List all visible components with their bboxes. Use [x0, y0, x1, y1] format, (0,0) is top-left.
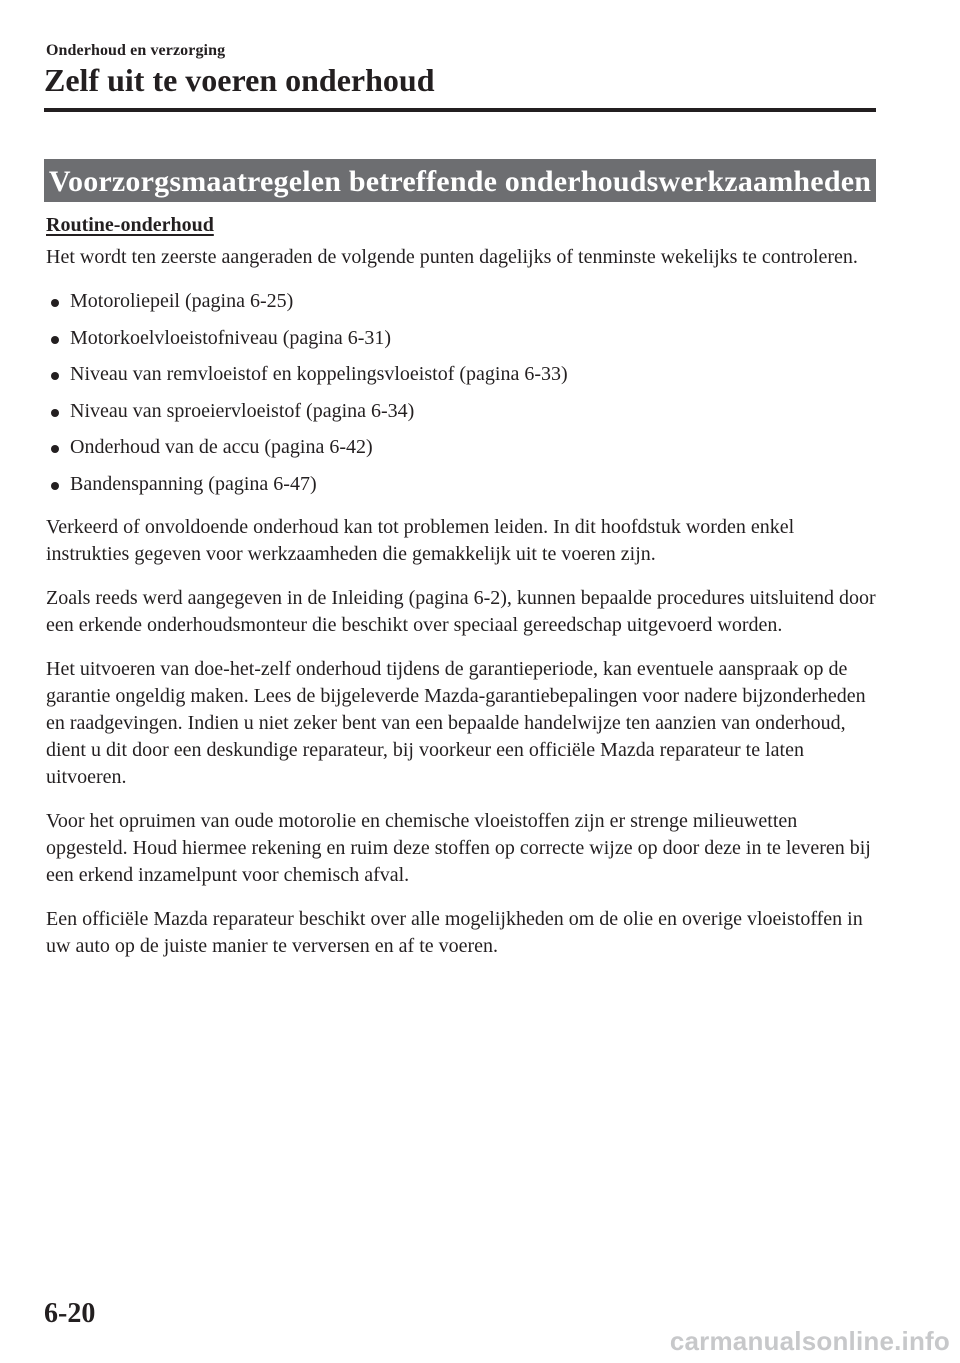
- paragraph-special-tools: Zoals reeds werd aangegeven in de Inleiding (pagina 6-2), kunnen bepaalde procedures uitsluitend door een erkende onderhoudsmonteur die beschikt over speciaal gereedschap uitgevoerd worden.: [46, 586, 876, 636]
- list-item-text: Bandenspanning (pagina 6-47): [70, 472, 317, 495]
- bullet-icon: [51, 299, 59, 307]
- watermark: carmanualsonline.info: [669, 1326, 950, 1356]
- list-item-text: Motorkoelvloeistofniveau (pagina 6-31): [70, 326, 392, 349]
- paragraph-mazda-repairer: Een officiële Mazda reparateur beschikt over alle mogelijkheden om de olie en overige vloeistoffen in uw auto op de juiste manier te verversen en af te voeren.: [46, 907, 863, 957]
- bullet-icon: [51, 445, 59, 453]
- section-band-title: Voorzorgsmaatregelen betreffende onderhoudswerkzaamheden: [44, 159, 876, 202]
- list-item-text: Onderhoud van de accu (pagina 6-42): [70, 436, 373, 459]
- list-item: [46, 288, 876, 315]
- paragraph-warranty: Het uitvoeren van doe-het-zelf onderhoud tijdens de garantieperiode, kan eventuele aanspraak op de garantie ongeldig maken. Lees de bijgeleverde Mazda-garantiebepalingen voor nadere bijzonderheden en raadgevingen. Indien u niet zeker bent van een bepaalde handelwijze ten aanzien van onderhoud, dient u dit door een deskundige reparateur, bij voorkeur een officiële Mazda reparateur te laten uitvoeren.: [46, 657, 866, 788]
- page-title: Zelf uit te voeren onderhoud: [44, 62, 435, 98]
- subheading: Routine-onderhoud: [46, 214, 214, 236]
- list-item: [46, 434, 876, 461]
- paragraph-maintenance-problems: Verkeerd of onvoldoende onderhoud kan tot problemen leiden. In dit hoofdstuk worden enkel instrukties gegeven voor werkzaamheden die gemakkelijk uit te voeren zijn.: [46, 515, 795, 565]
- list-item-text: Niveau van remvloeistof en koppelingsvloeistof (pagina 6-33): [70, 363, 568, 386]
- title-divider: [44, 108, 876, 112]
- page-number: 6-20: [44, 1298, 96, 1329]
- section-label: Onderhoud en verzorging: [46, 42, 226, 59]
- bullet-icon: [51, 336, 59, 344]
- paragraph-disposal: Voor het opruimen van oude motorolie en chemische vloeistoffen zijn er strenge milieuwetten opgesteld. Houd hiermee rekening en ruim deze stoffen op correcte wijze op door deze in te leveren bij een erkend inzamelpunt voor chemisch afval.: [46, 809, 871, 886]
- intro-paragraph: Het wordt ten zeerste aangeraden de volgende punten dagelijks of tenminste wekelijks te controleren.: [46, 246, 858, 268]
- bullet-icon: [51, 409, 59, 417]
- bullet-icon: [51, 372, 59, 380]
- list-item: [46, 471, 876, 498]
- main-content: [46, 212, 876, 977]
- list-item: [46, 361, 876, 388]
- list-item: [46, 325, 876, 352]
- list-item-text: Motoroliepeil (pagina 6-25): [70, 290, 294, 312]
- checklist: [46, 288, 876, 498]
- bullet-icon: [51, 482, 59, 490]
- list-item: [46, 398, 876, 425]
- list-item-text: Niveau van sproeiervloeistof (pagina 6-34): [70, 399, 415, 422]
